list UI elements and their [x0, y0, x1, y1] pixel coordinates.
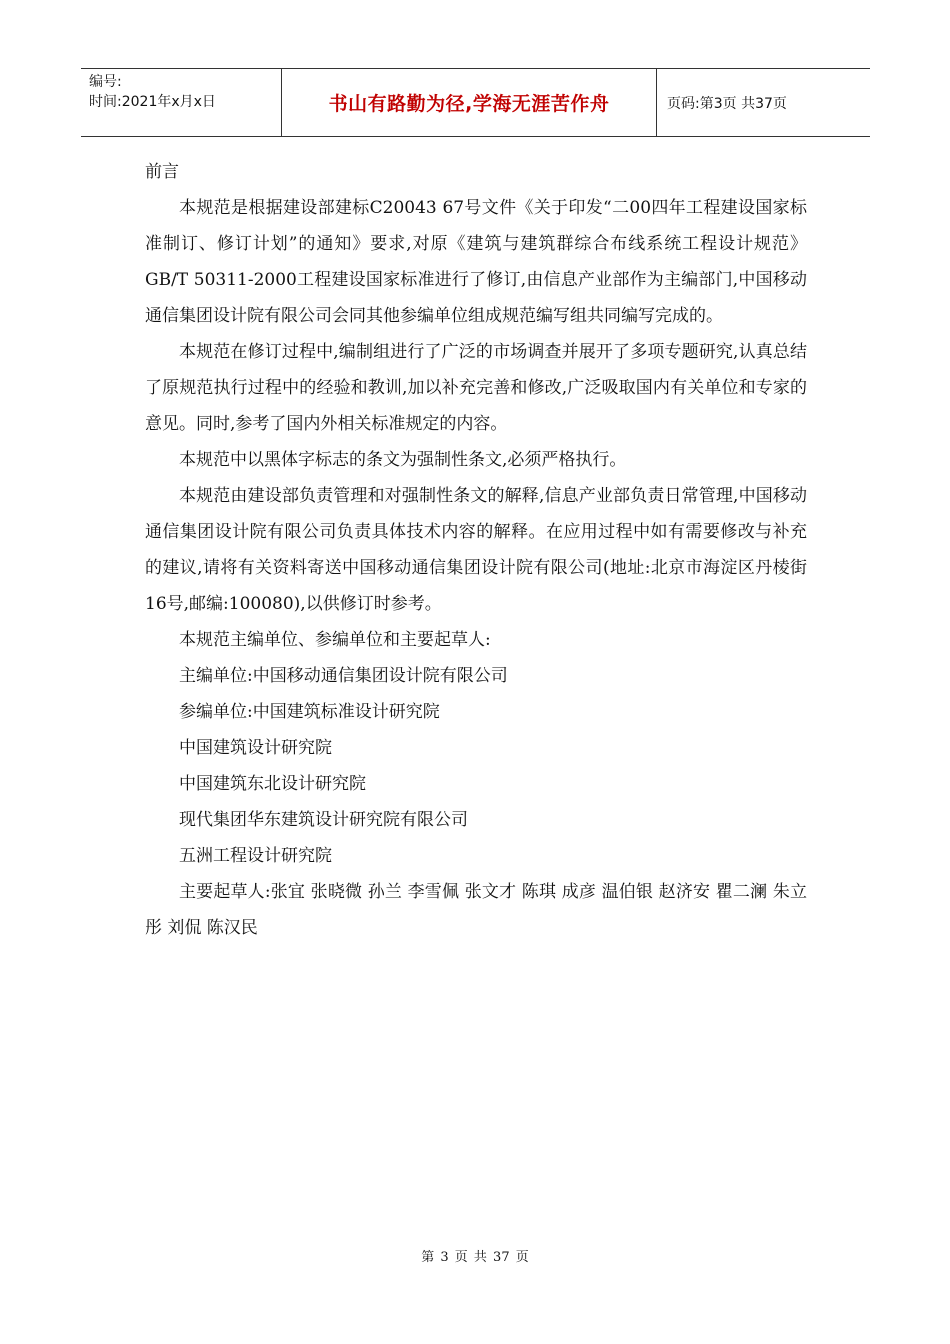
section-heading: 前言: [145, 162, 179, 182]
body-paragraph: 本规范由建设部负责管理和对强制性条文的解释,信息产业部负责日常管理,中国移动通信集团设计院有限公司负责具体技术内容的解释。在应用过程中如有需要修改与补充的建议,请将有关资料寄送中国移动通信集团设计院有限公司(地址:北京市海淀区丹棱街16号,邮编:100080),以供修订时参考。: [145, 486, 807, 614]
participating-unit: 五洲工程设计研究院: [179, 846, 332, 866]
header-page-cell: [657, 69, 870, 136]
page-header: [81, 68, 870, 137]
body-paragraph: 本规范中以黑体字标志的条文为强制性条文,必须严格执行。: [179, 450, 627, 470]
header-info-cell: [81, 69, 282, 136]
main-drafters: 主要起草人:张宜 张晓微 孙兰 李雪佩 张文才 陈琪 成彦 温伯银 赵济安 瞿二澜 朱立彤 刘侃 陈汉民: [145, 882, 807, 938]
body-paragraph: 本规范在修订过程中,编制组进行了广泛的市场调查并展开了多项专题研究,认真总结了原规范执行过程中的经验和教训,加以补充完善和修改,广泛吸取国内有关单位和专家的意见。同时,参考了国内外相关标准规定的内容。: [145, 342, 807, 434]
chief-editor-unit: 主编单位:中国移动通信集团设计院有限公司: [179, 666, 508, 686]
body-paragraph: 本规范主编单位、参编单位和主要起草人:: [179, 630, 491, 650]
document-time-label: 时间:2021年x月x日: [89, 94, 216, 110]
header-motto: 书山有路勤为径,学海无涯苦作舟: [328, 93, 610, 115]
participating-unit: 参编单位:中国建筑标准设计研究院: [179, 702, 440, 722]
participating-unit: 现代集团华东建筑设计研究院有限公司: [179, 810, 468, 830]
page-footer: 第 3 页 共 37 页: [421, 1250, 529, 1265]
header-motto-cell: [282, 69, 657, 136]
document-body: [145, 154, 807, 946]
participating-unit: 中国建筑设计研究院: [179, 738, 332, 758]
header-page-code: 页码:第3页 共37页: [667, 95, 787, 112]
participating-unit: 中国建筑东北设计研究院: [179, 774, 366, 794]
body-paragraph: 本规范是根据建设部建标C20043 67号文件《关于印发“二00四年工程建设国家标准制订、修订计划”的通知》要求,对原《建筑与建筑群综合布线系统工程设计规范》GB/T 50311-2000工程建设国家标准进行了修订,由信息产业部作为主编部门,中国移动通信集团设计院有限公司会同其他参编单位组成规范编写组共同编写完成的。: [145, 198, 807, 326]
document-number-label: 编号:: [89, 74, 122, 90]
